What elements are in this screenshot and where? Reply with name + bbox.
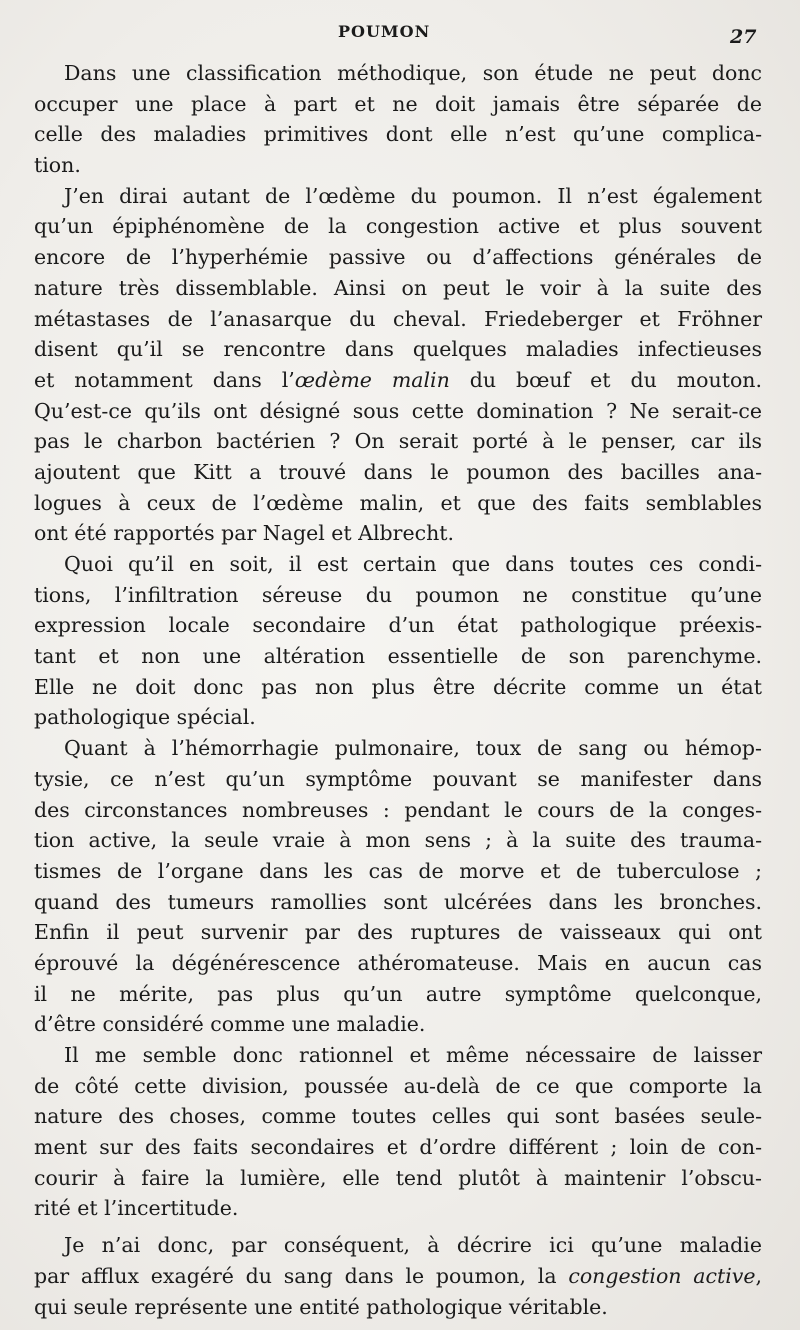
text-line: Qu’est-ce qu’ils ont désigné sous cette domination ? Ne serait-ce bbox=[34, 398, 762, 423]
text-line: Quant à l’hémorrhagie pulmonaire, toux de sang ou hémop- bbox=[64, 736, 762, 761]
text-line bbox=[34, 1261, 762, 1292]
text-line: rité et l’incertitude. bbox=[34, 1196, 239, 1221]
text-line: encore de l’hyperhémie passive ou d’affections générales de bbox=[34, 245, 762, 270]
text-line: disent qu’il se rencontre dans quelques maladies infectieuses bbox=[34, 337, 762, 362]
body-text bbox=[34, 58, 762, 1322]
text-line: pathologique spécial. bbox=[34, 705, 256, 730]
running-head-title: POUMON bbox=[338, 22, 431, 41]
text-line: Je n’ai donc, par conséquent, à décrire ici qu’une maladie bbox=[64, 1233, 762, 1258]
text-line: expression locale secondaire d’un état pathologique préexis- bbox=[34, 613, 762, 638]
text-line: ont été rapportés par Nagel et Albrecht. bbox=[34, 521, 455, 546]
text-line: métastases de l’anasarque du cheval. Friedeberger et Fröhner bbox=[34, 306, 762, 331]
text-line: éprouvé la dégénérescence athéromateuse. Mais en aucun cas bbox=[34, 950, 762, 975]
text-line: des circonstances nombreuses : pendant le cours de la conges- bbox=[34, 797, 762, 822]
text-segment: et notamment dans l’ bbox=[34, 367, 295, 392]
text-line: Elle ne doit donc pas non plus être décrite comme un état bbox=[34, 674, 762, 699]
text-line: il ne mérite, pas plus qu’un autre symptôme quelconque, bbox=[34, 981, 762, 1006]
italic-term: congestion active bbox=[568, 1263, 756, 1288]
text-line bbox=[34, 365, 762, 396]
text-line: tion active, la seule vraie à mon sens ; à la suite des trauma- bbox=[34, 828, 762, 853]
text-line: quand des tumeurs ramollies sont ulcérées dans les bronches. bbox=[34, 889, 762, 914]
running-head bbox=[0, 22, 800, 52]
text-line: J’en dirai autant de l’œdème du poumon. Il n’est également bbox=[64, 183, 762, 208]
text-line: tion. bbox=[34, 153, 81, 178]
text-line: pas le charbon bactérien ? On serait porté à le penser, car ils bbox=[34, 429, 762, 454]
text-line: d’être considéré comme une maladie. bbox=[34, 1012, 426, 1037]
text-line: de côté cette division, poussée au-delà de ce que comporte la bbox=[34, 1073, 762, 1098]
text-line: qui seule représente une entité pathologique véritable. bbox=[34, 1294, 608, 1319]
text-line: tysie, ce n’est qu’un symptôme pouvant se manifester dans bbox=[34, 766, 762, 791]
text-line: occuper une place à part et ne doit jamais être séparée de bbox=[34, 91, 762, 116]
text-line: Quoi qu’il en soit, il est certain que dans toutes ces condi- bbox=[64, 552, 762, 576]
text-line: logues à ceux de l’œdème malin, et que des faits semblables bbox=[34, 490, 762, 515]
italic-term: œdème malin bbox=[294, 367, 450, 392]
text-line: ajoutent que Kitt a trouvé dans le poumon des bacilles ana- bbox=[34, 459, 762, 484]
text-segment: du bœuf et du mouton. bbox=[449, 367, 762, 392]
text-line: Enfin il peut survenir par des ruptures de vaisseaux qui ont bbox=[34, 920, 762, 945]
text-segment: par afflux exagéré du sang dans le poumon, la bbox=[34, 1263, 569, 1288]
text-line: courir à faire la lumière, elle tend plutôt à maintenir l’obscu- bbox=[34, 1165, 762, 1190]
page-number: 27 bbox=[730, 26, 757, 48]
text-line: Dans une classification méthodique, son étude ne peut donc bbox=[64, 61, 762, 85]
text-line: tismes de l’organe dans les cas de morve et de tuberculose ; bbox=[34, 858, 762, 883]
text-line: qu’un épiphénomène de la congestion active et plus souvent bbox=[34, 214, 762, 239]
text-line: celle des maladies primitives dont elle n’est qu’une complica- bbox=[34, 122, 762, 147]
text-line: Il me semble donc rationnel et même nécessaire de laisser bbox=[64, 1043, 762, 1067]
text-line: ment sur des faits secondaires et d’ordre différent ; loin de con- bbox=[34, 1135, 762, 1160]
text-segment: , bbox=[755, 1263, 762, 1288]
text-line: nature très dissemblable. Ainsi on peut le voir à la suite des bbox=[34, 275, 762, 300]
text-line: tant et non une altération essentielle de son parenchyme. bbox=[34, 644, 762, 669]
text-line: tions, l’infiltration séreuse du poumon ne constitue qu’une bbox=[34, 582, 762, 607]
text-line: nature des choses, comme toutes celles qui sont basées seule- bbox=[34, 1104, 762, 1129]
